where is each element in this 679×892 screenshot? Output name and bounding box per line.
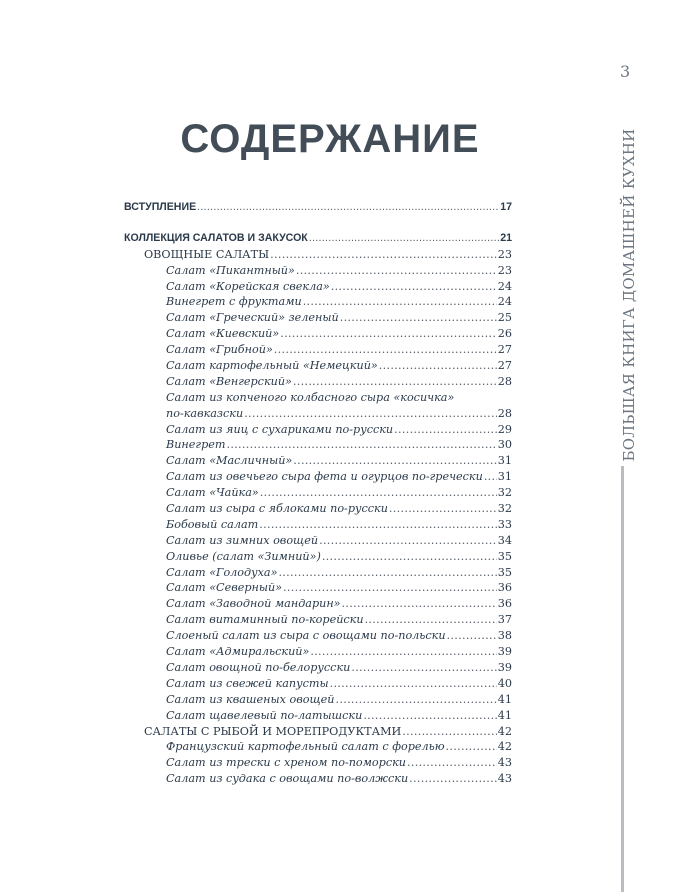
toc-entry-page: 27 xyxy=(497,343,512,357)
toc-entry-page: 36 xyxy=(497,581,512,595)
toc-entry[interactable] xyxy=(124,279,512,295)
leader-dots xyxy=(342,596,497,612)
leader-dots xyxy=(296,263,497,279)
toc-entry[interactable] xyxy=(124,406,512,422)
leader-dots xyxy=(446,739,497,755)
toc-entry-title: Салат из яиц с сухариками по-русски xyxy=(166,422,394,436)
toc-entry-title: Салат из квашеных овощей xyxy=(166,692,335,706)
leader-dots xyxy=(309,231,499,247)
toc-entry-page: 39 xyxy=(497,660,512,674)
toc-entry[interactable] xyxy=(124,437,512,453)
toc-entry[interactable] xyxy=(124,771,512,787)
table-of-contents xyxy=(124,200,512,787)
toc-entry-page: 41 xyxy=(497,692,512,706)
toc-entry-page: 31 xyxy=(497,454,512,468)
toc-entry-page: 41 xyxy=(497,708,512,722)
toc-entry-page: 25 xyxy=(497,311,512,325)
leader-dots xyxy=(394,422,497,438)
leader-dots xyxy=(402,724,496,740)
toc-entry-title: ОВОЩНЫЕ САЛАТЫ xyxy=(144,247,270,261)
toc-entry-page: 35 xyxy=(497,565,512,579)
leader-dots xyxy=(293,453,497,469)
toc-entry-page: 30 xyxy=(497,438,512,452)
toc-entry-title: Салат «Заводной мандарин» xyxy=(166,597,341,611)
leader-dots xyxy=(330,676,497,692)
toc-entry-page: 43 xyxy=(497,772,512,786)
toc-entry-title: Салат «Чайка» xyxy=(166,486,259,500)
leader-dots xyxy=(340,310,497,326)
leader-dots xyxy=(409,771,497,787)
toc-entry-page: 32 xyxy=(497,486,512,500)
toc-entry[interactable] xyxy=(124,644,512,660)
running-book-title xyxy=(620,128,638,462)
toc-entry-page: 23 xyxy=(497,263,512,277)
toc-entry-page: 21 xyxy=(500,231,512,244)
toc-entry-page: 40 xyxy=(497,676,512,690)
toc-entry[interactable] xyxy=(124,580,512,596)
toc-entry[interactable] xyxy=(124,596,512,612)
toc-entry-collection[interactable] xyxy=(124,231,512,247)
leader-dots xyxy=(283,580,497,596)
leader-dots xyxy=(365,612,497,628)
running-book-title-text: БОЛЬШАЯ КНИГА ДОМАШНЕЙ КУХНИ xyxy=(620,128,638,462)
toc-entry[interactable] xyxy=(124,469,512,485)
toc-entry-vegetable-salads[interactable] xyxy=(124,247,512,263)
leader-dots xyxy=(303,294,497,310)
leader-dots xyxy=(270,247,497,263)
toc-entry[interactable] xyxy=(124,358,512,374)
toc-entry-page: 27 xyxy=(497,359,512,373)
toc-entry[interactable] xyxy=(124,263,512,279)
leader-dots xyxy=(389,501,497,517)
leader-dots xyxy=(280,326,497,342)
toc-entry-title: Салат из судака с овощами по-волжски xyxy=(166,772,409,786)
toc-entry-page: 35 xyxy=(497,549,512,563)
toc-entry-title: Салат «Киевский» xyxy=(166,327,280,341)
toc-entry-title: Французский картофельный салат с форелью xyxy=(166,740,445,754)
toc-entry[interactable] xyxy=(124,565,512,581)
leader-dots xyxy=(197,200,499,216)
side-rule xyxy=(621,466,624,892)
leader-dots xyxy=(351,660,496,676)
toc-entry[interactable] xyxy=(124,517,512,533)
toc-entry[interactable] xyxy=(124,422,512,438)
toc-entry[interactable] xyxy=(124,310,512,326)
toc-entry-title: Салат из свежей капусты xyxy=(166,676,329,690)
toc-entry-page: 33 xyxy=(497,517,512,531)
toc-entry-page: 24 xyxy=(497,279,512,293)
toc-entry[interactable] xyxy=(124,501,512,517)
toc-entry-title: Салат щавелевый по-латышски xyxy=(166,708,363,722)
toc-entry[interactable] xyxy=(124,326,512,342)
leader-dots xyxy=(379,358,497,374)
toc-entry-page: 39 xyxy=(497,645,512,659)
leader-dots xyxy=(336,692,497,708)
toc-entry-title: Салат «Венгерский» xyxy=(166,374,292,388)
leader-dots xyxy=(244,406,497,422)
leader-dots xyxy=(293,374,497,390)
toc-entry-page: 42 xyxy=(497,740,512,754)
toc-entry-page: 31 xyxy=(497,470,512,484)
leader-dots xyxy=(322,549,497,565)
toc-entry-fish-salads[interactable] xyxy=(124,724,512,740)
page-number: 3 xyxy=(620,62,631,81)
toc-entry-page: 43 xyxy=(497,756,512,770)
toc-entry-title: Салат овощной по-белорусски xyxy=(166,660,351,674)
toc-entry-title: ВСТУПЛЕНИЕ xyxy=(124,201,197,213)
toc-entry-page: 38 xyxy=(497,629,512,643)
toc-entry[interactable] xyxy=(124,708,512,724)
toc-entry[interactable] xyxy=(124,628,512,644)
toc-entry-page: 28 xyxy=(497,374,512,388)
toc-entry-title: Винегрет с фруктами xyxy=(166,295,302,309)
toc-entry-title: Салат «Масличный» xyxy=(166,454,293,468)
leader-dots xyxy=(260,485,497,501)
toc-entry[interactable] xyxy=(124,549,512,565)
toc-entry-page: 23 xyxy=(497,247,512,261)
toc-entry[interactable] xyxy=(124,660,512,676)
toc-entry[interactable] xyxy=(124,692,512,708)
toc-entry-page: 34 xyxy=(497,533,512,547)
toc-entry[interactable] xyxy=(124,676,512,692)
toc-entry[interactable] xyxy=(124,533,512,549)
toc-entry-page: 24 xyxy=(497,295,512,309)
leader-dots xyxy=(226,437,496,453)
toc-entry-title: САЛАТЫ С РЫБОЙ И МОРЕПРОДУКТАМИ xyxy=(144,724,402,738)
vegetable-salads-list xyxy=(124,263,512,724)
toc-entry-page: 17 xyxy=(500,201,512,213)
leader-dots xyxy=(331,279,497,295)
toc-entry-title: Салат витаминный по-корейски xyxy=(166,613,364,627)
toc-entry-title: Салат из трески с хреном по-поморски xyxy=(166,756,406,770)
toc-entry-title: Винегрет xyxy=(166,438,226,452)
toc-entry-title: по-кавказски xyxy=(166,406,244,420)
leader-dots xyxy=(447,628,497,644)
toc-entry-title: Бобовый салат xyxy=(166,517,259,531)
toc-entry[interactable] xyxy=(124,294,512,310)
toc-entry-title: Салат «Грибной» xyxy=(166,343,273,357)
toc-entry-page: 42 xyxy=(497,724,512,738)
leader-dots xyxy=(310,644,496,660)
toc-entry-title: Салат «Греческий» зеленый xyxy=(166,311,339,325)
toc-entry-page: 28 xyxy=(497,406,512,420)
leader-dots xyxy=(274,342,497,358)
toc-entry-title: Салат из сыра с яблоками по-русски xyxy=(166,502,388,516)
toc-entry-title: Салат из копченого колбасного сыра «косичка» xyxy=(166,390,455,404)
toc-entry-title: Салат «Северный» xyxy=(166,581,283,595)
toc-entry-title: Оливье (салат «Зимний») xyxy=(166,549,321,563)
toc-entry[interactable] xyxy=(124,453,512,469)
toc-entry-title: Салат из зимних овощей xyxy=(166,533,319,547)
leader-dots xyxy=(484,469,497,485)
toc-entry-title: Слоеный салат из сыра с овощами по-польски xyxy=(166,629,446,643)
toc-entry[interactable] xyxy=(124,739,512,755)
toc-entry-title: Салат «Голодуха» xyxy=(166,565,278,579)
toc-entry[interactable] xyxy=(124,755,512,771)
toc-entry-title: КОЛЛЕКЦИЯ САЛАТОВ И ЗАКУСОК xyxy=(124,231,308,244)
toc-entry-page: 37 xyxy=(497,613,512,627)
toc-entry-title: Салат «Корейская свекла» xyxy=(166,279,330,293)
leader-dots xyxy=(259,517,497,533)
toc-entry-intro[interactable] xyxy=(124,200,512,216)
leader-dots xyxy=(278,565,496,581)
page-heading: СОДЕРЖАНИЕ xyxy=(180,116,480,161)
toc-entry-page: 32 xyxy=(497,502,512,516)
toc-entry-title: Салат картофельный «Немецкий» xyxy=(166,359,378,373)
toc-entry-title: Салат «Адмиральский» xyxy=(166,645,310,659)
toc-entry-page: 29 xyxy=(497,422,512,436)
toc-entry-page: 36 xyxy=(497,597,512,611)
leader-dots xyxy=(319,533,497,549)
toc-entry[interactable] xyxy=(124,390,512,406)
toc-entry-title: Салат «Пикантный» xyxy=(166,263,295,277)
toc-entry-title: Салат из овечьего сыра фета и огурцов по-гречески xyxy=(166,470,483,484)
toc-entry[interactable] xyxy=(124,485,512,501)
toc-entry[interactable] xyxy=(124,342,512,358)
leader-dots xyxy=(363,708,496,724)
toc-entry[interactable] xyxy=(124,374,512,390)
toc-entry-page: 26 xyxy=(497,327,512,341)
fish-salads-list xyxy=(124,739,512,787)
toc-entry[interactable] xyxy=(124,612,512,628)
leader-dots xyxy=(407,755,497,771)
